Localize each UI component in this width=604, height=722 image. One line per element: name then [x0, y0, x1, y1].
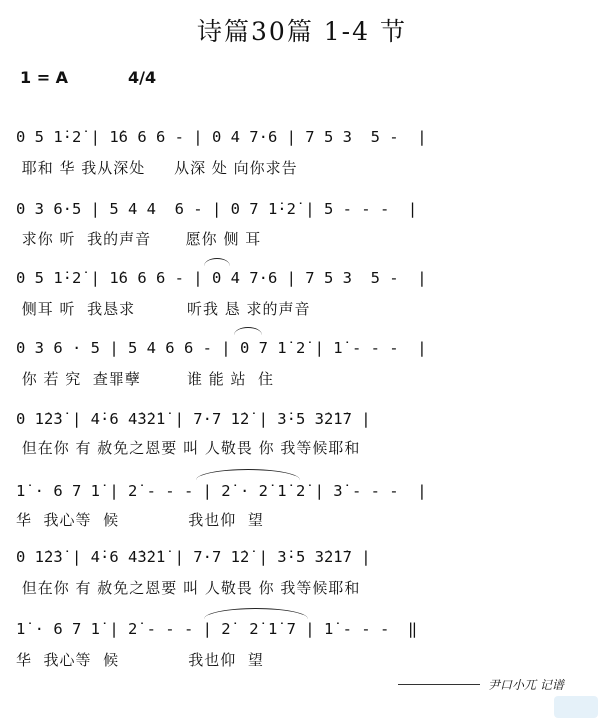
lyrics-line-7: 但在你 有 赦免之恩要 叫 人敬畏 你 我等候耶和: [16, 579, 361, 597]
notation-line-4: 0 3 6 · 5 | 5 4 6 6 - | 0 7 1̇ 2̇ | 1̇ - - - |: [16, 339, 427, 357]
notation-line-7: 0 1̇2̇3̇ | 4̇·6 4̇3̇2̇1̇ | 7·7 1̇2̇ | 3̇·5 3̇2̇1̇7 |: [16, 548, 371, 566]
lyrics-line-3: 侧耳 听 我恳求 听我 恳 求的声音: [16, 300, 311, 318]
transcriber-credit: 尹口小兀 记谱: [488, 678, 564, 692]
time-signature: 4/4: [128, 68, 157, 87]
lyrics-line-6: 华 我心等 候 我也仰 望: [16, 511, 264, 529]
tie-mark: [196, 469, 300, 480]
notation-line-8: 1̇ · 6 7 1̇ | 2̇ - - - | 2̇ 2̇ 1̇ 7 | 1̇ - - - ‖: [16, 620, 418, 638]
song-title: 诗篇30篇 1-4 节: [197, 17, 407, 46]
key-signature: 1 = A: [20, 68, 69, 87]
watermark-logo: [554, 696, 598, 718]
notation-line-2: 0 3 6·5 | 5 4 4 6 - | 0 7 1̇·2̇ | 5 - - - |: [16, 200, 418, 218]
slur-mark: [234, 327, 262, 335]
notation-line-1: 0 5 1̇·2̇ | 1̇6 6 6 - | 0 4 7·6 | 7 5 3 5 - |: [16, 128, 427, 146]
lyrics-line-8: 华 我心等 候 我也仰 望: [16, 651, 264, 669]
credit-rule: [398, 684, 480, 685]
notation-line-5: 0 1̇2̇3̇ | 4̇·6 4̇3̇2̇1̇ | 7·7 1̇2̇ | 3̇·5 3̇2̇1̇7 |: [16, 410, 371, 428]
tie-mark: [204, 608, 308, 619]
lyrics-line-5: 但在你 有 赦免之恩要 叫 人敬畏 你 我等候耶和: [16, 439, 361, 457]
lyrics-line-1: 耶和 华 我从深处 从深 处 向你求告: [16, 159, 298, 177]
lyrics-line-4: 你 若 究 查罪孽 谁 能 站 住: [16, 370, 275, 388]
notation-line-6: 1̇ · 6 7 1̇ | 2̇ - - - | 2̇ · 2̇ 1̇ 2̇ | 3̇ - - - |: [16, 482, 427, 500]
slur-mark: [204, 258, 230, 266]
lyrics-line-2: 求你 听 我的声音 愿你 侧 耳: [16, 230, 262, 248]
notation-line-3: 0 5 1̇·2̇ | 1̇6 6 6 - | 0 4 7·6 | 7 5 3 5 - |: [16, 269, 427, 287]
